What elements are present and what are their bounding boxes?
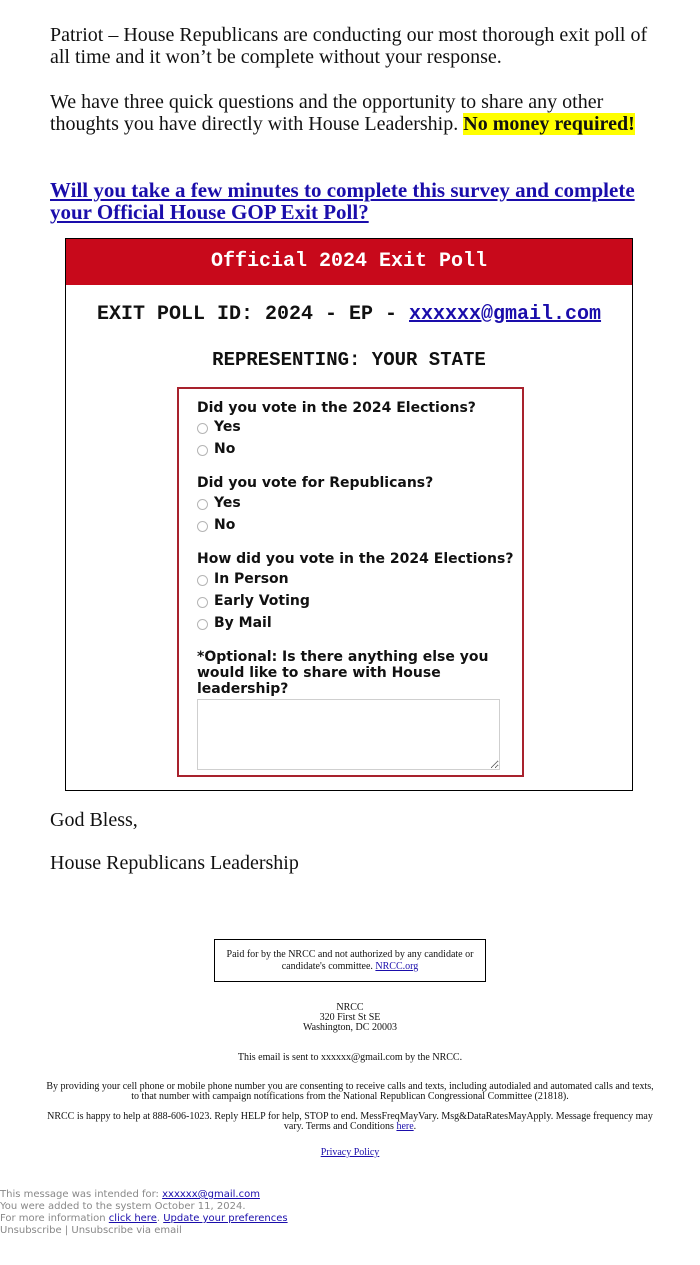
q1-option-yes-label: Yes	[214, 419, 241, 435]
q2-option-yes[interactable]	[197, 495, 241, 511]
radio-icon[interactable]	[197, 575, 208, 586]
q1-option-no[interactable]	[197, 441, 235, 457]
q3-option-by-mail[interactable]	[197, 615, 272, 631]
intro-paragraph-1: Patriot – House Republicans are conducting our most thorough exit poll of all time and it won’t be complete without your response.	[50, 24, 648, 68]
closing-signature: House Republicans Leadership	[50, 852, 299, 874]
survey-cta-link[interactable]: Will you take a few minutes to complete this survey and complete your Official House GOP Exit Poll?	[50, 178, 635, 224]
footer-help-text: NRCC is happy to help at 888-606-1023. Reply HELP for help, STOP to end. MessFreqMayVary. Msg&DataRatesMayApply. Message frequency may vary. Terms and Conditions	[47, 1111, 653, 1132]
footer-help: NRCC is happy to help at 888-606-1023. Reply HELP for help, STOP to end. MessFreqMayVary. Msg&DataRatesMayApply. Message frequency may vary. Terms and Conditions here.	[47, 1111, 653, 1132]
poll-id	[66, 303, 632, 326]
q1-option-yes[interactable]	[197, 419, 241, 435]
footer-address-1: 320 First St SE	[319, 1012, 381, 1023]
q2-option-no[interactable]	[197, 517, 235, 533]
unsubscribe-email-link[interactable]: Unsubscribe via email	[71, 1225, 182, 1236]
poll-id-email-user: xxxxxx	[409, 303, 482, 326]
exit-poll-card	[65, 238, 633, 791]
nrcc-org-link[interactable]: NRCC.org	[375, 961, 419, 972]
system-more-info: For more information click here. Update your preferences	[0, 1213, 288, 1224]
no-money-highlight: No money required!	[463, 113, 635, 135]
comments-textarea[interactable]	[197, 699, 500, 770]
q3-option-by-mail-label: By Mail	[214, 615, 272, 631]
intro-paragraph-2	[50, 91, 650, 135]
survey-form	[177, 387, 524, 777]
question-2: Did you vote for Republicans?	[197, 475, 434, 491]
footer-org: NRCC	[336, 1002, 364, 1013]
paid-for-disclaimer	[214, 939, 486, 982]
intro-paragraph-2-text: We have three quick questions and the opportunity to share any other thoughts you have directly with House Leadership.	[50, 91, 604, 135]
question-3: How did you vote in the 2024 Elections?	[197, 551, 514, 567]
q2-option-yes-label: Yes	[214, 495, 241, 511]
radio-icon[interactable]	[197, 597, 208, 608]
radio-icon[interactable]	[197, 619, 208, 630]
representing-state: REPRESENTING: YOUR STATE	[212, 349, 486, 371]
radio-icon[interactable]	[197, 445, 208, 456]
unsubscribe-link[interactable]: Unsubscribe	[0, 1225, 62, 1236]
terms-here-link[interactable]: here	[396, 1121, 414, 1132]
system-added: You were added to the system October 11, 2024.	[0, 1201, 246, 1212]
system-unsubscribe: Unsubscribe | Unsubscribe via email	[0, 1225, 182, 1236]
privacy-policy-link[interactable]: Privacy Policy	[320, 1147, 380, 1158]
radio-icon[interactable]	[197, 499, 208, 510]
q2-option-no-label: No	[214, 517, 236, 533]
footer-privacy	[45, 1148, 655, 1158]
poll-id-email-domain: @gmail.com	[481, 303, 602, 326]
click-here-link[interactable]: click here	[108, 1213, 157, 1224]
question-1: Did you vote in the 2024 Elections?	[197, 400, 476, 416]
closing-bless: God Bless,	[50, 809, 138, 831]
poll-id-prefix: EXIT POLL ID: 2024 - EP -	[96, 303, 409, 326]
more-info-text: For more information	[0, 1213, 106, 1224]
disclaimer-text: Paid for by the NRCC and not authorized by any candidate or candidate's committee.	[226, 949, 474, 972]
q3-option-early-voting[interactable]	[197, 593, 310, 609]
update-preferences-link[interactable]: Update your preferences	[163, 1213, 288, 1224]
footer-address-2: Washington, DC 20003	[303, 1022, 397, 1033]
question-4-optional: *Optional: Is there anything else you would like to share with House leadership?	[197, 649, 489, 697]
q3-option-in-person[interactable]	[197, 571, 289, 587]
footer-consent: By providing your cell phone or mobile phone number you are consenting to receive calls and texts, including autodialed and automated calls and texts, to that number with campaign notifications from the National Republican Congressional Committee (21818).	[46, 1081, 654, 1102]
poll-title: Official 2024 Exit Poll	[66, 239, 632, 285]
q3-option-early-voting-label: Early Voting	[214, 593, 310, 609]
q3-option-in-person-label: In Person	[214, 571, 289, 587]
radio-icon[interactable]	[197, 521, 208, 532]
intended-label: This message was intended for:	[0, 1189, 159, 1200]
intended-email-link[interactable]: xxxxxx@gmail.com	[162, 1189, 260, 1200]
footer-sent-to: This email is sent to xxxxxx@gmail.com by the NRCC.	[237, 1052, 463, 1063]
q1-option-no-label: No	[214, 441, 236, 457]
system-intended	[0, 1189, 260, 1201]
radio-icon[interactable]	[197, 423, 208, 434]
poll-id-email-link[interactable]	[409, 303, 601, 326]
